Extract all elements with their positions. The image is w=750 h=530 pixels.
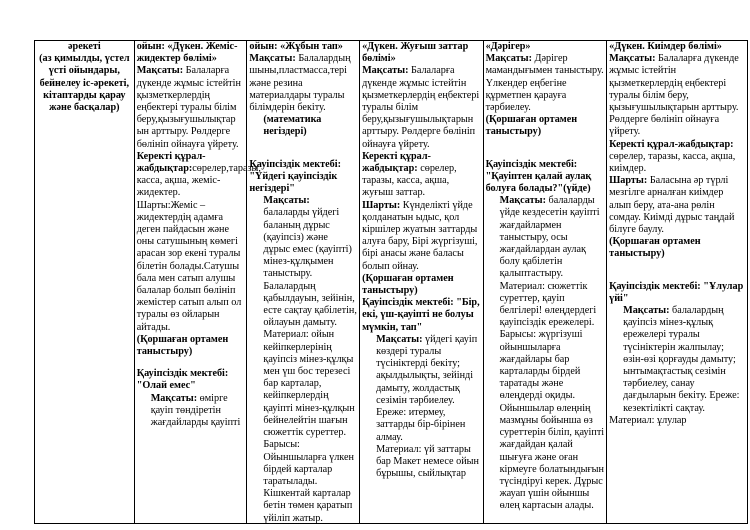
rules-paragraph: Ереже: итермеу, заттарды бір-бірінен алмау. <box>376 407 466 443</box>
safety-goal-paragraph: Мақсаты: балаларды үйдегі баланың дұрыс (қауіпсіз) және дұрыс емес (қауіпті) мінез-құлқымен таныстыру. Балалардың қабылдауын, зейінін, есте сақтау қабілетін, ойлауын дамыту. <box>263 195 357 329</box>
safety-school-title: Қауіпсіздік мектебі: "Қауіптен қалай аулақ болуға болады?"(үйде) <box>485 158 592 195</box>
game-title: «Дүкен. Жуғыш заттар бөлімі» <box>362 41 469 65</box>
goal-paragraph: Мақсаты: Балалардың шыны,пластмасса,тері және резина материалдары туралы білімдерін бекіту. <box>249 53 351 114</box>
material-paragraph: Материал: сюжеттік суреттер, қауіп белгілері! өлеңдердегі қауіпсіздік ережелері. Барысы: жүргізуші ойыншыларға жағдайлары бар карталарды бірдей таратады және өлеңдерді оқиды. Ойыншылар өлеңнің мазмұны бойынша өз суреттерін біліп, қауіпті жағдайдан қалай шығуға және оған кірмеуге болатындығын түсіндіруі керек. Дұрыс жауап үшін ойыншы өлең картасын алады. <box>499 280 605 512</box>
subject-note: (математика негіздері) <box>263 114 322 138</box>
activity-type-cell <box>35 41 135 524</box>
game-title: «Дүкен. Киімдер бөлімі» <box>609 41 722 52</box>
subject-note: (Қоршаған ортамен таныстыру) <box>485 114 578 138</box>
game-title: ойын: «Дүкен. Жеміс-жидектер бөлімі» <box>136 41 238 65</box>
equipment-paragraph: Керекті құрал-жабдықтар: сөрелер, таразы, касса, ақша, жуғыш заттар. <box>362 150 457 199</box>
monday-cell <box>134 41 261 524</box>
rules-paragraph: Шарты:Жеміс – жидектердің адамға деген пайдасын және оны сатушының көмегі арасан зор екені туралы білетін болады.Сатушы бала мен сатып алушы балалар болып бөлініп жемістер сатып алып ол туралы өз ойларын айтады. <box>136 199 242 333</box>
subject-note: (Қоршаған ортамен таныстыру) <box>609 236 701 260</box>
wednesday-cell <box>360 41 484 524</box>
activity-type-description: (аз қимылды, үстел үсті ойындары, бейнелеу іс-әрекеті, кітаптарды қарау және басқалар) <box>39 53 130 114</box>
safety-school-title: Қауіпсіздік мектебі: "Олай емес" <box>136 368 229 392</box>
rules-paragraph: Шарты: Күнделікті үйде қолданатын ыдыс, қол кіршілер жуатын заттарды алуға бару, Бірі жүргізуші, бірі анасы және баласы болып ойнау. <box>362 199 478 272</box>
equipment-paragraph: Керекті құрал-жабдықтар:сөрелер,таразы, касса, ақша, жеміс- жидектер. <box>136 150 261 199</box>
safety-school-title: Қауіпсіздік мектебі: "Бір, екі, үш-қауіпті не болуы мүмкін, тап" <box>362 297 480 333</box>
material-paragraph: Материал: ойын кейіпкерлерінің қауіпсіз мінез-құлқы мен үш бос терезесі бар карталар, кейіпкерлердің қауіпті мінез-құлқын бейнелейтін шағын сюжеттік суреттер. Барысы: Ойыншыларға үлкен бірдей карталар таратылады. Кішкентай карталар бетін төмен қаратып үйіліп жатыр. <box>263 329 355 524</box>
subject-note: (Қоршаған ортамен таныстыру) <box>136 333 229 358</box>
activity-table <box>34 40 748 524</box>
game-title: «Дәрігер» <box>485 41 531 52</box>
goal-paragraph: Мақсаты: Балаларға дүкенде жұмыс істейтін қызметкерлердің еңбектері туралы білім беру, қызығушылықтарын арттыру. Рөлдерге бөлініп ойнауға үйрету. <box>609 53 739 138</box>
table-row <box>35 41 748 524</box>
rules-paragraph: Шарты: Баласына әр түрлі мезгілге арналған киімдер алып беру, ата-ана рөлін сомдау. Киімді дұрыс таңдай білуге баулу. <box>609 175 735 236</box>
safety-goal-paragraph: Мақсаты: өмірге қауіп төндіретін жағдайларды қауіпті <box>150 392 241 429</box>
game-title: ойын: «Жұбын тап» <box>249 41 343 52</box>
subject-note: (Қоршаған ортамен таныстыру) <box>362 272 454 297</box>
friday-cell <box>607 41 748 524</box>
goal-paragraph: Мақсаты: Дәрігер мамандығымен таныстыру. Үлкендер еңбегіне құрметпен қарауға тәрбиелеу. <box>485 53 604 114</box>
material-paragraph: Материал: ұлулар <box>609 414 687 426</box>
material-paragraph: Материал: үй заттары бар Макет немесе ойын бұрышы, сыйлықтар <box>376 443 479 480</box>
goal-paragraph: Мақсаты: Балаларға дүкенде жұмыс істейтін қызметкерлердің еңбектері туралы білім беру,қызығушылықтарын арттыру. Рөлдерге бөлініп ойнауға үйрету. <box>362 65 480 150</box>
equipment-paragraph: Керекті құрал-жабдықтар: сөрелер, таразы, касса, ақша, киімдер. <box>609 138 736 175</box>
thursday-cell <box>483 41 607 524</box>
goal-paragraph: Мақсаты: Балаларға дүкенде жұмыс істейтін қызметкерлердің еңбектері туралы білім беру,қызығушылықтар ын арттыру. Рөлдерге бөлініп ойнауға үйрету. <box>136 65 241 150</box>
safety-goal-paragraph: Мақсаты: балаларды үйде кездесетін қауіпті жағдайлармен таныстыру, осы жағдайлардан аулақ болу қабілетін қалыптастыру. <box>499 195 600 280</box>
safety-goal-paragraph: Мақсаты: үйдегі қауіп көздері туралы түсініктерді бекіту; ақылдылықты, зейінді дамыту, жолдастық сезімін тәрбиелеу. <box>376 333 478 406</box>
safety-school-title: Қауіпсіздік мектебі: "Үйдегі қауіпсіздік негіздері" <box>249 158 341 195</box>
safety-goal-paragraph: Мақсаты: балалардың қауіпсіз мінез-құлық ережелері туралы түсініктерін жалпылау; өзін-өзі қорғауды дамыту; ынтымақтастық сезімін тәрбиелеу, санау дағдыларын бекіту. Ереже: кезектілікті сақтау. <box>623 305 740 414</box>
safety-school-title: Қауіпсіздік мектебі: "Ұлулар үйі" <box>609 280 744 304</box>
activity-type-title: әрекеті <box>68 41 101 52</box>
tuesday-cell <box>247 41 360 524</box>
